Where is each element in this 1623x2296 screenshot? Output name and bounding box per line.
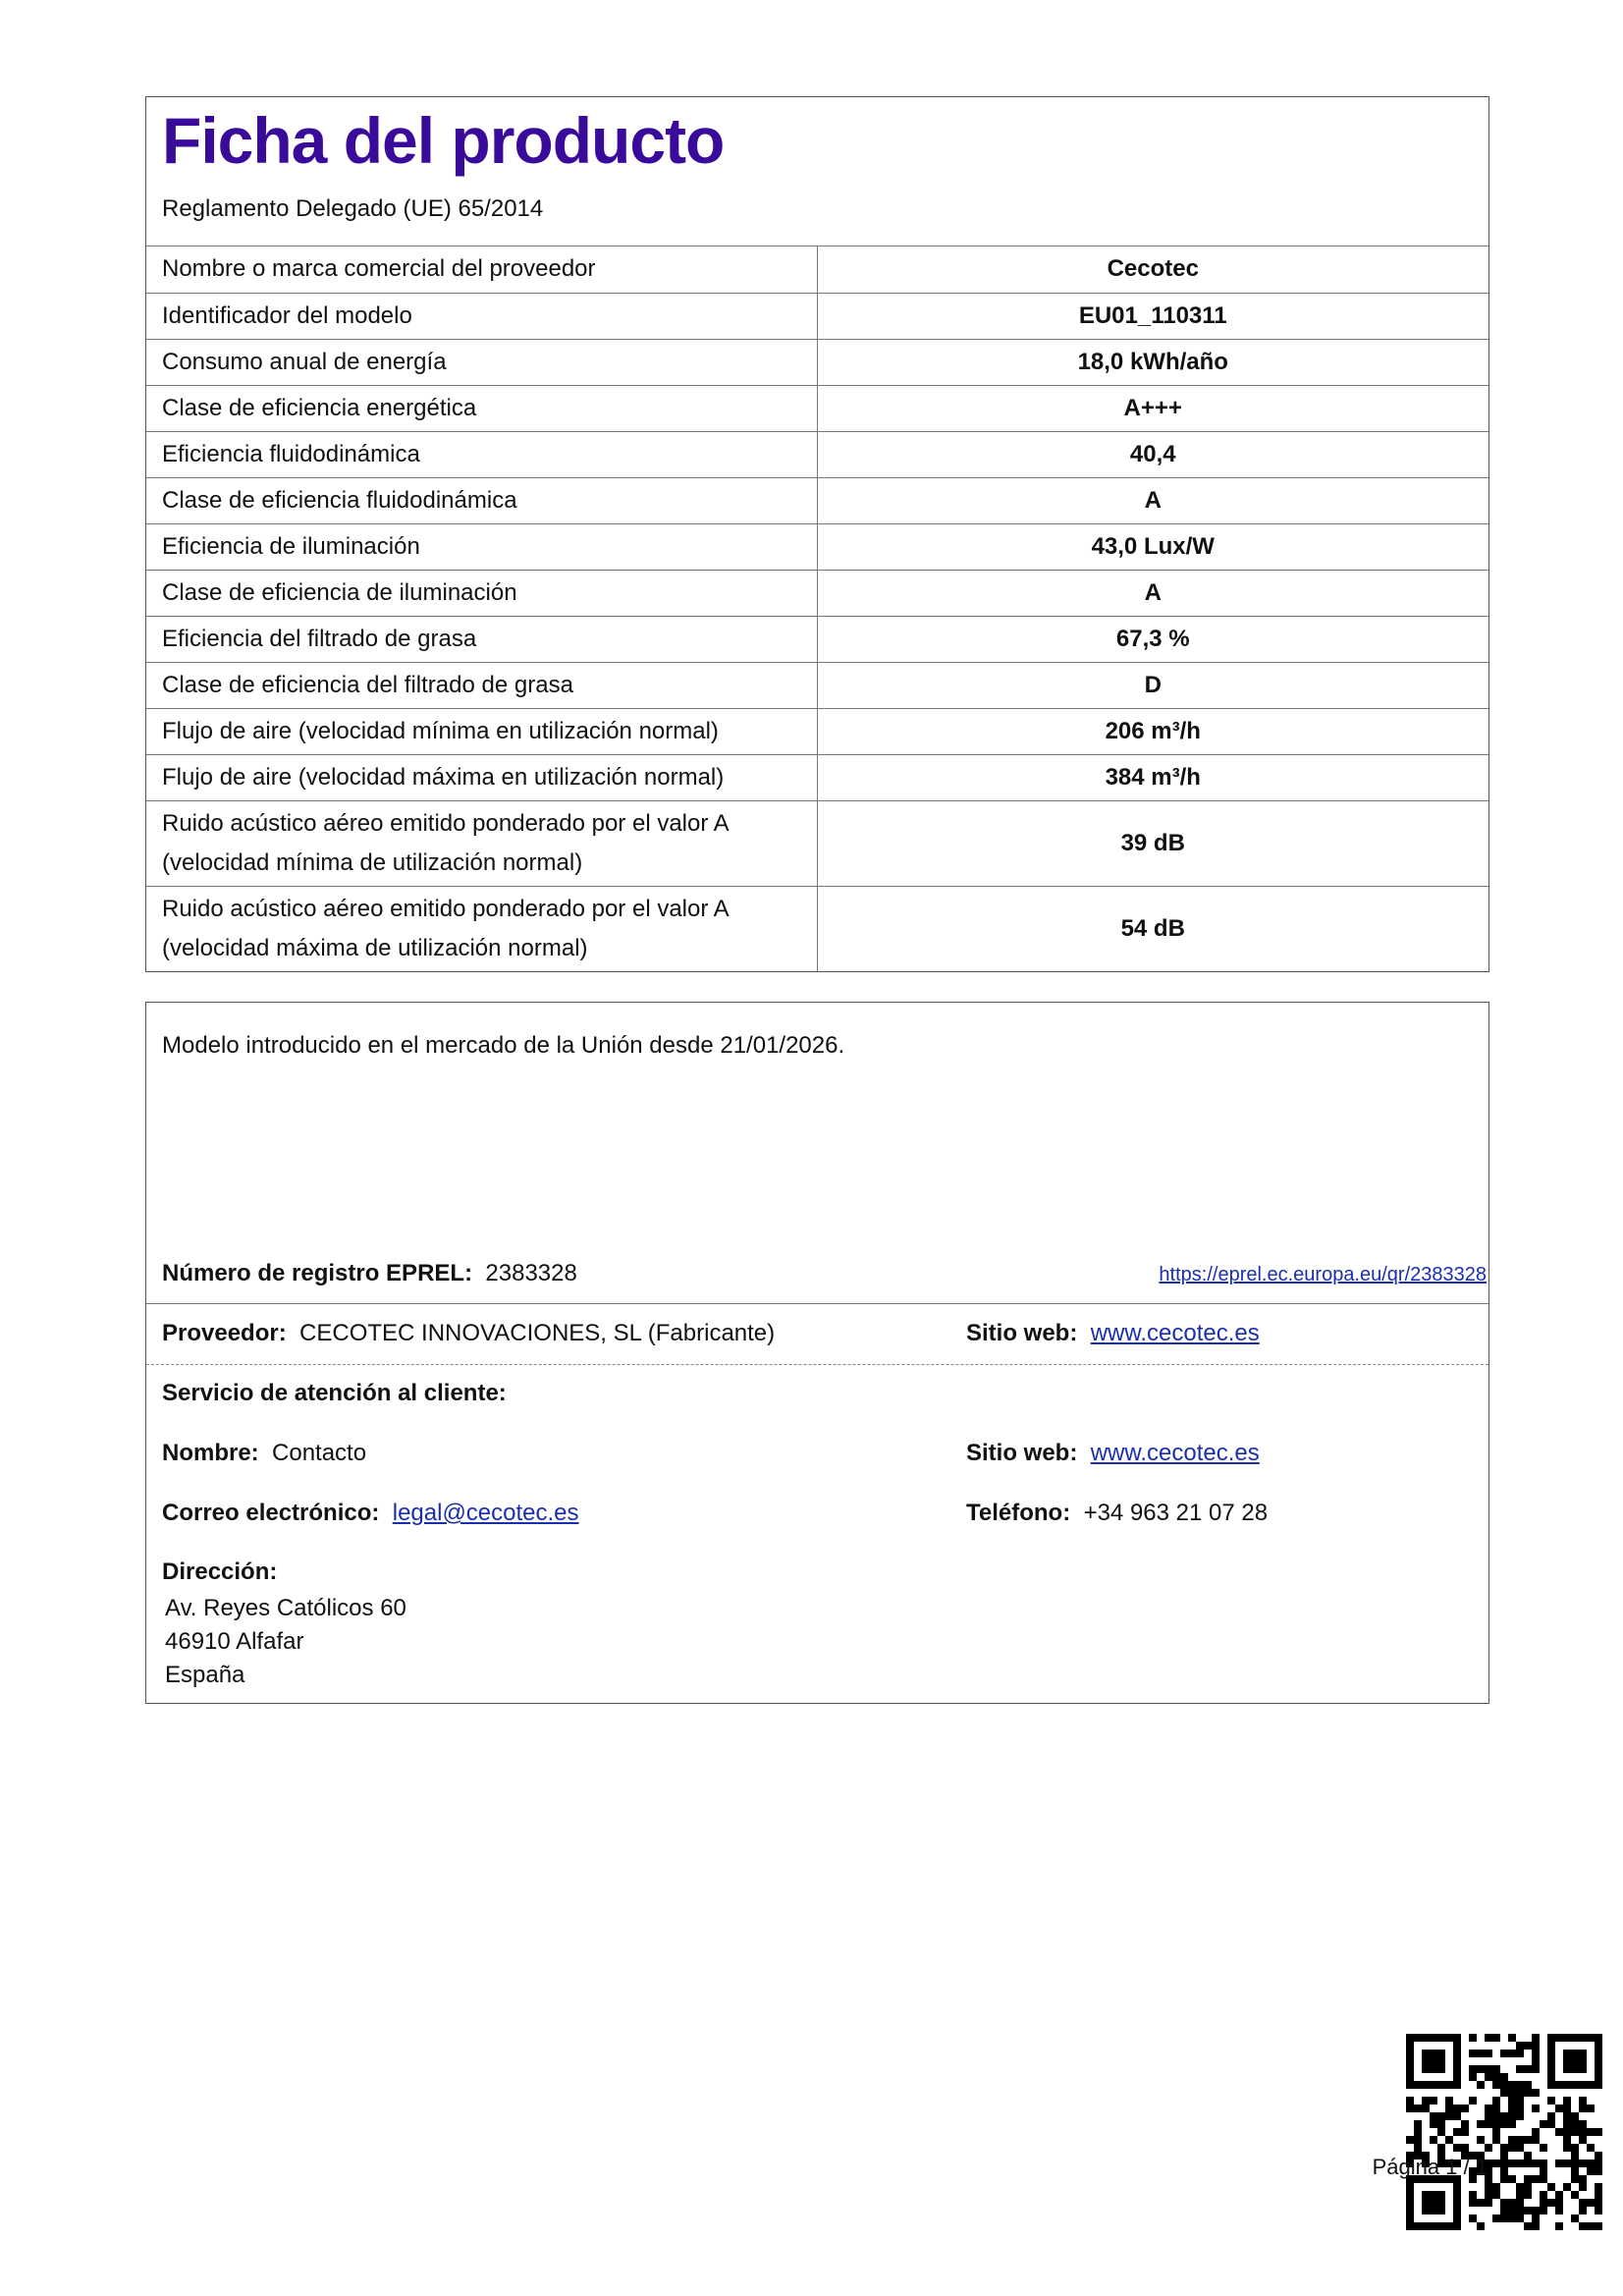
table-row [146,708,1488,754]
row-value: D [817,662,1488,708]
row-label: Ruido acústico aéreo emitido ponderado por el valor A (velocidad mínima de utilización normal) [146,800,817,886]
address-line: Av. Reyes Católicos 60 [165,1595,406,1621]
page-title: Ficha del producto [162,104,725,177]
row-value: Cecotec [817,246,1488,293]
table-row [146,293,1488,339]
service-heading: Servicio de atención al cliente: [162,1380,507,1406]
phone-label: Teléfono: [966,1500,1071,1526]
row-label: Eficiencia de iluminación [146,523,817,570]
table-row [146,800,1488,886]
table-row [146,385,1488,431]
row-label: Eficiencia fluidodinámica [146,431,817,477]
divider [146,1303,1488,1304]
row-label: Flujo de aire (velocidad mínima en utilización normal) [146,708,817,754]
table-row [146,339,1488,385]
eprel-label: Número de registro EPREL: [162,1260,473,1286]
row-label: Eficiencia del filtrado de grasa [146,616,817,662]
row-label: Nombre o marca comercial del proveedor [146,246,817,293]
table-row [146,431,1488,477]
table-row [146,754,1488,800]
eprel-value: 2383328 [485,1260,577,1286]
row-label: Clase de eficiencia fluidodinámica [146,477,817,523]
row-value: 206 m³/h [817,708,1488,754]
table-row [146,523,1488,570]
row-label: Flujo de aire (velocidad máxima en utilización normal) [146,754,817,800]
row-value: 67,3 % [817,616,1488,662]
qr-code[interactable] [1406,2034,1602,2230]
row-value: A [817,477,1488,523]
web2-link[interactable]: www.cecotec.es [1090,1440,1260,1466]
row-value: 384 m³/h [817,754,1488,800]
table-row [146,246,1488,293]
web2-label: Sitio web: [966,1440,1078,1466]
name-label: Nombre: [162,1440,259,1466]
row-value: 40,4 [817,431,1488,477]
sheet-header [146,97,1488,246]
product-sheet [145,96,1489,972]
row-value: 43,0 Lux/W [817,523,1488,570]
address-line: 46910 Alfafar [165,1628,304,1655]
regulation: Reglamento Delegado (UE) 65/2014 [162,195,544,222]
row-label: Identificador del modelo [146,293,817,339]
market-text: Modelo introducido en el mercado de la Unión desde 21/01/2026. [162,1032,845,1059]
address-label: Dirección: [162,1558,278,1585]
web-label: Sitio web: [966,1320,1078,1346]
email-link[interactable]: legal@cecotec.es [392,1500,579,1526]
row-label: Clase de eficiencia energética [146,385,817,431]
table-row [146,616,1488,662]
row-label: Consumo anual de energía [146,339,817,385]
dashed-divider [146,1364,1488,1365]
name-value: Contacto [272,1440,367,1466]
supplier-label: Proveedor: [162,1320,287,1346]
address-line: España [165,1662,245,1688]
phone-value: +34 963 21 07 28 [1083,1500,1269,1526]
address [165,1592,406,1692]
row-label: Clase de eficiencia de iluminación [146,570,817,616]
row-label: Clase de eficiencia del filtrado de grasa [146,662,817,708]
info-box [145,1002,1489,1704]
table-row [146,477,1488,523]
table-row [146,662,1488,708]
row-value: A [817,570,1488,616]
page-number: Página 1 / 1 [1372,2155,1488,2179]
supplier-value: CECOTEC INNOVACIONES, SL (Fabricante) [299,1320,776,1346]
web-link[interactable]: www.cecotec.es [1090,1320,1260,1346]
email-label: Correo electrónico: [162,1500,380,1526]
row-value: EU01_110311 [817,293,1488,339]
row-value: 39 dB [817,800,1488,886]
row-value: 54 dB [817,886,1488,971]
row-value: A+++ [817,385,1488,431]
table-row [146,570,1488,616]
row-label: Ruido acústico aéreo emitido ponderado por el valor A (velocidad máxima de utilización normal) [162,895,729,961]
qr-link[interactable]: https://eprel.ec.europa.eu/qr/2383328 [1159,1264,1487,1285]
spec-table [146,246,1488,971]
table-row [146,886,1488,971]
row-value: 18,0 kWh/año [817,339,1488,385]
